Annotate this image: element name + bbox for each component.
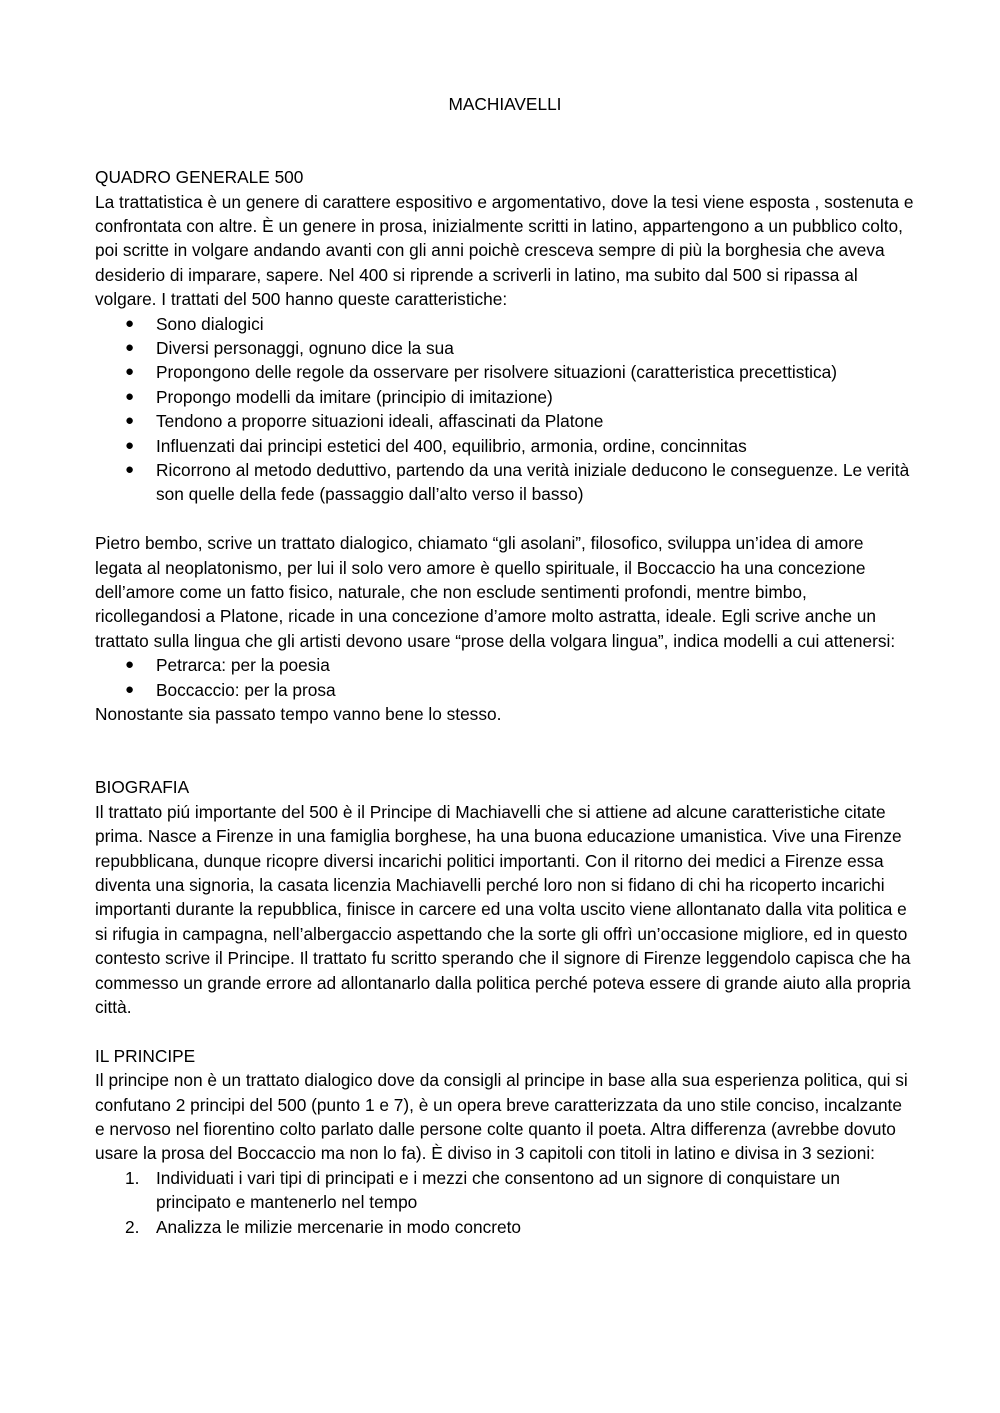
section-biografia	[95, 775, 915, 1019]
paragraph-closing: Nonostante sia passato tempo vanno bene lo stesso.	[95, 704, 502, 725]
spacer	[95, 507, 915, 531]
list-item: ● Propongono delle regole da osservare per risolvere situazioni (caratteristica precettistica)	[95, 360, 915, 384]
models-list	[95, 653, 915, 702]
section-heading: IL PRINCIPE	[95, 1045, 196, 1066]
spacer	[95, 141, 915, 165]
section-heading: BIOGRAFIA	[95, 777, 190, 798]
list-item: 1. Individuati i vari tipi di principati e i mezzi che consentono ad un signore di conquistare un principato e mantenerlo nel tempo	[125, 1167, 840, 1213]
list-item: 2. Analizza le milizie mercenarie in modo concreto	[95, 1215, 915, 1239]
bullet-icon: ●	[125, 412, 135, 430]
paragraph-bembo: Pietro bembo, scrive un trattato dialogico, chiamato “gli asolani”, filosofico, sviluppa un’idea di amore legata al neoplatonismo, per lui il solo vero amore è quello spirituale, il Boccaccio ha una concezione dell’amore come un fatto fisico, naturale, che non esclude sentimenti profondi, mentre bimbo, ricollegandosi a Platone, ricade in una concezione d’amore molto astratta, ideale. Egli scrive anche un trattato sulla lingua che gli artisti devono usare “prose della volgara lingua”, indica modelli a cui attenersi:	[95, 533, 896, 651]
list-item: ● Ricorrono al metodo deduttivo, partendo da una verità iniziale deducono le conseguenze. Le verità son quelle della fede (passaggio dall’alto verso il basso)	[125, 460, 910, 505]
list-number: 2.	[125, 1216, 140, 1237]
bullet-icon: ●	[125, 314, 135, 332]
document-page	[95, 92, 915, 1239]
document-title: MACHIAVELLI	[448, 94, 562, 114]
list-item: ● Influenzati dai principi estetici del 400, equilibrio, armonia, ordine, concinnitas	[95, 434, 915, 458]
list-item: ● Diversi personaggi, ognuno dice la sua	[95, 336, 915, 360]
spacer	[95, 1019, 915, 1043]
spacer	[95, 116, 915, 140]
bullet-icon: ●	[125, 656, 135, 674]
section-quadro-generale	[95, 165, 915, 726]
section-heading: QUADRO GENERALE 500	[95, 167, 304, 188]
paragraph-biografia: Il trattato piú importante del 500 è il Principe di Machiavelli che si attiene ad alcune caratteristiche citate prima. Nasce a Firenze in una famiglia borghese, ha una buona educazione umanistica. Vive una Firenze repubblicana, dunque ricopre diversi incarichi politici importanti. Con il ritorno dei medici a Firenze essa diventa una signoria, la casata licenzia Machiavelli perché loro non si fidano di chi ha ricoperto incarichi importanti durante la repubblica, finisce in carcere ed una volta uscito viene allontanato dalla vita politica e si rifugia in campagna, nell’albergaccio aspettando che la sorte gli offrì un’occasione migliore, ed in questo contesto scrive il Principe. Il trattato fu scritto sperando che il signore di Firenze leggendolo capisca che ha commesso un grande errore ad allontanarlo dalla politica perché poteva essere di grande aiuto alla propria città.	[95, 801, 911, 1017]
bullet-icon: ●	[125, 461, 135, 479]
list-item: ● Tendono a proporre situazioni ideali, affascinati da Platone	[95, 409, 915, 433]
bullet-icon: ●	[125, 363, 135, 381]
characteristics-list	[95, 312, 915, 507]
list-number: 1.	[125, 1167, 140, 1188]
spacer	[95, 751, 915, 775]
spacer	[95, 727, 915, 751]
sections-list	[95, 1166, 915, 1239]
bullet-icon: ●	[125, 339, 135, 357]
bullet-icon: ●	[125, 387, 135, 405]
paragraph-principe: Il principe non è un trattato dialogico dove da consigli al principe in base alla sua esperienza politica, qui si confutano 2 principi del 500 (punto 1 e 7), è un opera breve caratterizzata da uno stile conciso, incalzante e nervoso nel fiorentino colto parlato dalle persone colte quanto il poeta. Altra differenza (avrebbe dovuto usare la prosa del Boccaccio ma non lo fa). È diviso in 3 capitoli con titoli in latino e divisa in 3 sezioni:	[95, 1070, 908, 1164]
section-il-principe	[95, 1044, 915, 1239]
list-item: ● Sono dialogici	[95, 312, 915, 336]
list-item: ● Petrarca: per la poesia	[95, 653, 915, 677]
paragraph-intro: La trattatistica è un genere di carattere espositivo e argomentativo, dove la tesi viene esposta , sostenuta e confrontata con altre. È un genere in prosa, inizialmente scritti in latino, appartengono a un pubblico colto, poi scritte in volgare andando avanti con gli anni poichè cresceva sempre di più la borghesia che aveva desiderio di imparare, sapere. Nel 400 si riprende a scriverli in latino, ma subito dal 500 si ripassa al volgare. I trattati del 500 hanno queste caratteristiche:	[95, 191, 914, 310]
list-item: ● Propongo modelli da imitare (principio di imitazione)	[95, 385, 915, 409]
list-item: ● Boccaccio: per la prosa	[95, 678, 915, 702]
bullet-icon: ●	[125, 680, 135, 698]
bullet-icon: ●	[125, 436, 135, 454]
